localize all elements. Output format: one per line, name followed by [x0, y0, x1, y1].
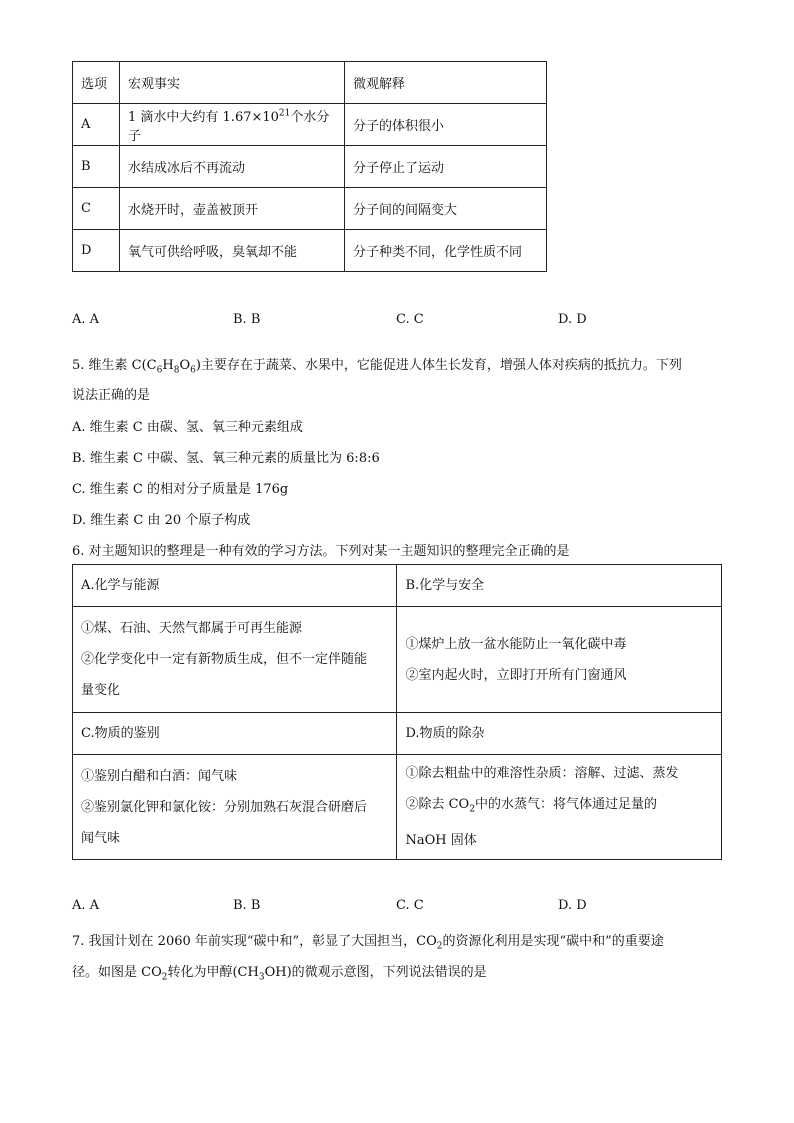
option-d[interactable]: D. D — [558, 898, 587, 913]
q5-choice-d[interactable]: D. 维生素 C 由 20 个原子构成 — [72, 513, 251, 528]
table-row — [73, 104, 547, 146]
header-option: 选项 — [73, 62, 120, 104]
q7-stem-line2: 径。如图是 $CO_2$转化为甲醇$(CH_3OH)$的微观示意图，下列说法错误的是 — [72, 965, 487, 983]
cell-c-content: ①鉴别白醋和白酒：闻气味 ②鉴别氯化钾和氯化铵：分别加熟石灰混合研磨后 闻气味 — [73, 755, 397, 860]
option-b[interactable]: B. B — [233, 312, 261, 327]
option-c[interactable]: C. C — [396, 312, 424, 327]
option-b[interactable]: B. B — [233, 898, 261, 913]
row-explanation: 分子种类不同，化学性质不同 — [345, 230, 547, 272]
q5-stem-line1: 5. 维生素 $C(C_6H_8O_6)$主要存在于蔬菜、水果中，它能促进人体生长发育，增强人体对疾病的抵抗力。下列 — [72, 358, 682, 376]
row-explanation: 分子间的间隔变大 — [345, 188, 547, 230]
option-d[interactable]: D. D — [558, 312, 587, 327]
table-header-row — [73, 62, 547, 104]
cell-a-content: ①煤、石油、天然气都属于可再生能源 ②化学变化中一定有新物质生成，但不一定伴随能 量变化 — [73, 607, 397, 713]
table-row — [73, 188, 547, 230]
table-row — [73, 565, 722, 607]
row-explanation: 分子停止了运动 — [345, 146, 547, 188]
row-fact: 水烧开时，壶盖被顶开 — [120, 188, 345, 230]
option-a[interactable]: A. A — [72, 898, 100, 913]
row-fact: 1 滴水中大约有 $1.67\times 10^{21}$个水分子 — [120, 104, 345, 146]
cell-d-content: ①除去粗盐中的难溶性杂质：溶解、过滤、蒸发 ②除去 $CO_2$中的水蒸气：将气体通过足量的 NaOH 固体 — [397, 755, 722, 860]
row-option: A — [73, 104, 120, 146]
q5-choice-c[interactable]: C. 维生素 C 的相对分子质量是 176g — [72, 482, 289, 497]
q5-choice-a[interactable]: A. 维生素 C 由碳、氢、氧三种元素组成 — [72, 420, 303, 435]
cell-d-heading: D.物质的除杂 — [397, 713, 722, 755]
topic-knowledge-table — [72, 564, 722, 860]
q5-choice-b[interactable]: B. 维生素 C 中碳、氢、氧三种元素的质量比为 6:8:6 — [72, 451, 380, 466]
cell-c-heading: C.物质的鉴别 — [73, 713, 397, 755]
q7-stem-line1: 7. 我国计划在 2060 年前实现“碳中和”，彰显了大国担当，$CO_2$的资源化利用是实现“碳中和”的重要途 — [72, 934, 664, 952]
q6-stem: 6. 对主题知识的整理是一种有效的学习方法。下列对某一主题知识的整理完全正确的是 — [72, 544, 570, 559]
q5-stem-line2: 说法正确的是 — [72, 388, 151, 403]
table-row — [73, 230, 547, 272]
table-row — [73, 713, 722, 755]
row-option: C — [73, 188, 120, 230]
row-fact: 氧气可供给呼吸，臭氧却不能 — [120, 230, 345, 272]
header-micro-explanation: 微观解释 — [345, 62, 547, 104]
cell-a-heading: A.化学与能源 — [73, 565, 397, 607]
row-fact: 水结成冰后不再流动 — [120, 146, 345, 188]
cell-b-content: ①煤炉上放一盆水能防止一氧化碳中毒 ②室内起火时，立即打开所有门窗通风 — [397, 607, 722, 713]
table-row — [73, 146, 547, 188]
fact-explanation-table — [72, 61, 547, 272]
header-macro-fact: 宏观事实 — [120, 62, 345, 104]
table-row — [73, 607, 722, 713]
row-explanation: 分子的体积很小 — [345, 104, 547, 146]
option-a[interactable]: A. A — [72, 312, 100, 327]
cell-b-heading: B.化学与安全 — [397, 565, 722, 607]
option-c[interactable]: C. C — [396, 898, 424, 913]
table-row — [73, 755, 722, 860]
row-option: D — [73, 230, 120, 272]
row-option: B — [73, 146, 120, 188]
